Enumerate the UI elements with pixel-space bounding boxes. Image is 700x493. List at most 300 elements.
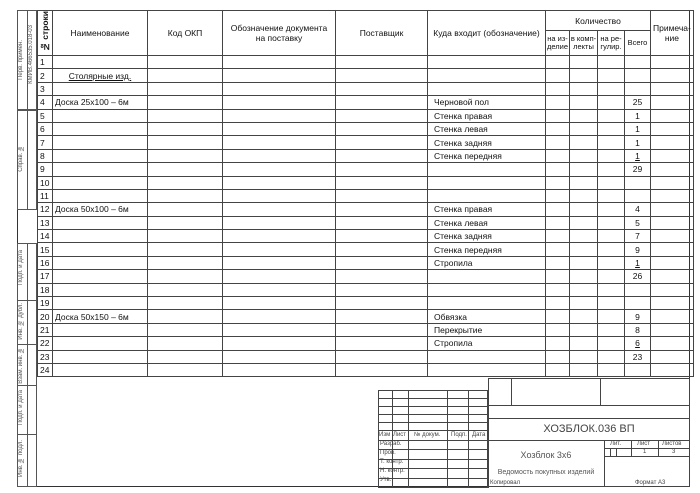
- item-name: [53, 216, 148, 229]
- qty-kits: [570, 297, 598, 310]
- note-cell: [651, 297, 694, 310]
- qty-product: [546, 96, 570, 109]
- qty-product: [546, 350, 570, 363]
- where-used: [428, 176, 546, 189]
- qty-kits: [570, 136, 598, 149]
- okp-cell: [148, 96, 223, 109]
- supplier-cell: [336, 270, 428, 283]
- col-doc: Обозначение документа на поставку: [223, 11, 336, 56]
- supplier-cell: [336, 176, 428, 189]
- tb-cell: [610, 448, 617, 457]
- qty-adjust: [598, 82, 625, 95]
- qty-kits: [570, 283, 598, 296]
- row-number: 10: [38, 176, 53, 189]
- doc-cell: [223, 297, 336, 310]
- qty-total: 23: [625, 350, 651, 363]
- supplier-cell: [336, 69, 428, 82]
- row-number: 12: [38, 203, 53, 216]
- row-number: 18: [38, 283, 53, 296]
- side-label-podp-data: Подп. и дата: [18, 250, 24, 286]
- table-row: [38, 310, 694, 323]
- label-copied: Копировал: [490, 480, 521, 486]
- doc-cell: [223, 216, 336, 229]
- note-cell: [651, 350, 694, 363]
- doc-cell: [223, 350, 336, 363]
- row-number: 20: [38, 310, 53, 323]
- doc-cell: [223, 337, 336, 350]
- doc-cell: [223, 270, 336, 283]
- qty-product: [546, 297, 570, 310]
- supplier-cell: [336, 96, 428, 109]
- row-number: 13: [38, 216, 53, 229]
- doc-cell: [223, 96, 336, 109]
- qty-product: [546, 363, 570, 376]
- qty-adjust: [598, 149, 625, 162]
- side-label-doc-code: КМИВ.466535.018-03: [28, 25, 34, 84]
- table-row: [38, 149, 694, 162]
- revision-cell: [468, 478, 489, 489]
- qty-product: [546, 136, 570, 149]
- supplier-cell: [336, 136, 428, 149]
- supplier-cell: [336, 203, 428, 216]
- item-name: [53, 297, 148, 310]
- note-cell: [651, 136, 694, 149]
- okp-cell: [148, 256, 223, 269]
- doc-cell: [223, 203, 336, 216]
- qty-kits: [570, 149, 598, 162]
- item-name: Доска 50х100 – 6м: [53, 203, 148, 216]
- okp-cell: [148, 230, 223, 243]
- table-row: [38, 283, 694, 296]
- table-row: [38, 323, 694, 336]
- row-number: 22: [38, 337, 53, 350]
- label-utv: Утв.: [380, 477, 392, 483]
- tb-cell: [511, 378, 601, 406]
- note-cell: [651, 256, 694, 269]
- qty-kits: [570, 109, 598, 122]
- okp-cell: [148, 243, 223, 256]
- supplier-cell: [336, 56, 428, 69]
- label-t-kontr: Т. контр.: [380, 459, 404, 465]
- table-row: [38, 96, 694, 109]
- item-name: [53, 256, 148, 269]
- qty-total: [625, 56, 651, 69]
- where-used: [428, 163, 546, 176]
- col-okp: Код ОКП: [148, 11, 223, 56]
- qty-adjust: [598, 270, 625, 283]
- col-qty-total: Всего: [625, 31, 651, 56]
- qty-product: [546, 337, 570, 350]
- supplier-cell: [336, 283, 428, 296]
- qty-product: [546, 323, 570, 336]
- revision-cell: [408, 478, 448, 489]
- supplier-cell: [336, 149, 428, 162]
- table-row: [38, 337, 694, 350]
- col-qty-product: на из-делие: [546, 31, 570, 56]
- doc-cell: [223, 363, 336, 376]
- note-cell: [651, 69, 694, 82]
- qty-kits: [570, 189, 598, 202]
- label-prov: Пров.: [380, 450, 396, 456]
- table-row: [38, 176, 694, 189]
- where-used: Стропила: [428, 337, 546, 350]
- table-row: [38, 297, 694, 310]
- qty-adjust: [598, 256, 625, 269]
- where-used: Стенка задняя: [428, 230, 546, 243]
- note-cell: [651, 149, 694, 162]
- where-used: [428, 270, 546, 283]
- qty-product: [546, 189, 570, 202]
- okp-cell: [148, 350, 223, 363]
- note-cell: [651, 216, 694, 229]
- label-doc-no: № докум.: [414, 432, 441, 438]
- note-cell: [651, 323, 694, 336]
- item-name: [53, 163, 148, 176]
- row-number: 16: [38, 256, 53, 269]
- qty-kits: [570, 56, 598, 69]
- okp-cell: [148, 363, 223, 376]
- row-number: 14: [38, 230, 53, 243]
- qty-adjust: [598, 297, 625, 310]
- note-cell: [651, 203, 694, 216]
- qty-total: 1: [625, 109, 651, 122]
- okp-cell: [148, 323, 223, 336]
- label-lit: Лит.: [610, 441, 622, 447]
- revision-cell: [392, 478, 409, 489]
- col-qty-kits: в комп-лекты: [570, 31, 598, 56]
- row-number: 2: [38, 69, 53, 82]
- okp-cell: [148, 310, 223, 323]
- qty-kits: [570, 256, 598, 269]
- sheet-value: 1: [643, 449, 647, 455]
- qty-total: 1: [625, 256, 651, 269]
- qty-product: [546, 243, 570, 256]
- where-used: Стенка правая: [428, 203, 546, 216]
- table-row: [38, 350, 694, 363]
- label-format: Формат А3: [635, 480, 666, 486]
- supplier-cell: [336, 109, 428, 122]
- item-name: [53, 189, 148, 202]
- qty-kits: [570, 216, 598, 229]
- qty-kits: [570, 310, 598, 323]
- qty-adjust: [598, 163, 625, 176]
- qty-product: [546, 270, 570, 283]
- col-qty: Количество: [546, 11, 651, 31]
- okp-cell: [148, 189, 223, 202]
- qty-total: 8: [625, 323, 651, 336]
- okp-cell: [148, 149, 223, 162]
- table-row: [38, 216, 694, 229]
- side-label-sprav: Справ. №: [18, 145, 24, 172]
- item-name: [53, 109, 148, 122]
- qty-product: [546, 122, 570, 135]
- qty-adjust: [598, 136, 625, 149]
- row-number: 24: [38, 363, 53, 376]
- okp-cell: [148, 109, 223, 122]
- where-used: Обвязка: [428, 310, 546, 323]
- okp-cell: [148, 136, 223, 149]
- where-used: [428, 297, 546, 310]
- qty-adjust: [598, 56, 625, 69]
- document-title: Ведомость покупных изделий: [497, 469, 595, 476]
- okp-cell: [148, 163, 223, 176]
- item-name: [53, 270, 148, 283]
- where-used: Стенка задняя: [428, 136, 546, 149]
- qty-total: 7: [625, 230, 651, 243]
- row-number: 17: [38, 270, 53, 283]
- qty-total: 9: [625, 310, 651, 323]
- qty-adjust: [598, 350, 625, 363]
- qty-kits: [570, 69, 598, 82]
- qty-adjust: [598, 203, 625, 216]
- table-row: [38, 363, 694, 376]
- doc-cell: [223, 109, 336, 122]
- qty-product: [546, 176, 570, 189]
- qty-kits: [570, 203, 598, 216]
- okp-cell: [148, 122, 223, 135]
- qty-adjust: [598, 243, 625, 256]
- where-used: [428, 189, 546, 202]
- qty-total: 1: [625, 149, 651, 162]
- note-cell: [651, 163, 694, 176]
- note-cell: [651, 189, 694, 202]
- doc-cell: [223, 256, 336, 269]
- row-number: 15: [38, 243, 53, 256]
- doc-cell: [223, 310, 336, 323]
- qty-kits: [570, 337, 598, 350]
- qty-total: 1: [625, 122, 651, 135]
- supplier-cell: [336, 363, 428, 376]
- item-name: Доска 50х150 – 6м: [53, 310, 148, 323]
- note-cell: [651, 96, 694, 109]
- qty-total: 9: [625, 243, 651, 256]
- qty-total: 5: [625, 216, 651, 229]
- note-cell: [651, 363, 694, 376]
- supplier-cell: [336, 337, 428, 350]
- table-row: [38, 163, 694, 176]
- label-list: Лист: [393, 432, 407, 438]
- item-name: Доска 25х100 – 6м: [53, 96, 148, 109]
- table-row: [38, 230, 694, 243]
- qty-total: 26: [625, 270, 651, 283]
- note-cell: [651, 270, 694, 283]
- qty-product: [546, 82, 570, 95]
- qty-total: [625, 283, 651, 296]
- qty-total: 6: [625, 337, 651, 350]
- side-label-vzam-inv: Взам. инв. №: [18, 347, 24, 384]
- supplier-cell: [336, 230, 428, 243]
- side-divider: [27, 110, 37, 210]
- okp-cell: [148, 283, 223, 296]
- product-name: Хозблок 3х6: [520, 450, 572, 460]
- table-row: [38, 256, 694, 269]
- side-label-podp-data: Подп. и дата: [18, 390, 24, 426]
- row-number: 3: [38, 82, 53, 95]
- table-row: [38, 243, 694, 256]
- qty-kits: [570, 82, 598, 95]
- supplier-cell: [336, 350, 428, 363]
- note-cell: [651, 310, 694, 323]
- qty-adjust: [598, 69, 625, 82]
- doc-cell: [223, 243, 336, 256]
- row-number: 9: [38, 163, 53, 176]
- okp-cell: [148, 216, 223, 229]
- okp-cell: [148, 270, 223, 283]
- qty-kits: [570, 363, 598, 376]
- item-name: [53, 56, 148, 69]
- qty-kits: [570, 96, 598, 109]
- doc-cell: [223, 230, 336, 243]
- label-razrab: Разраб.: [380, 441, 402, 447]
- where-used: [428, 363, 546, 376]
- qty-total: 1: [625, 136, 651, 149]
- qty-total: [625, 69, 651, 82]
- row-number: 11: [38, 189, 53, 202]
- qty-total: [625, 297, 651, 310]
- row-number: 8: [38, 149, 53, 162]
- qty-product: [546, 203, 570, 216]
- col-row-no: № строки: [38, 11, 53, 56]
- where-used: Стенка левая: [428, 122, 546, 135]
- row-number: 19: [38, 297, 53, 310]
- qty-total: [625, 189, 651, 202]
- note-cell: [651, 243, 694, 256]
- qty-kits: [570, 122, 598, 135]
- purchased-items-table: [37, 10, 694, 377]
- qty-product: [546, 256, 570, 269]
- okp-cell: [148, 176, 223, 189]
- okp-cell: [148, 82, 223, 95]
- row-number: 4: [38, 96, 53, 109]
- note-cell: [651, 283, 694, 296]
- col-supplier: Поставщик: [336, 11, 428, 56]
- supplier-cell: [336, 256, 428, 269]
- doc-cell: [223, 136, 336, 149]
- qty-adjust: [598, 109, 625, 122]
- where-used: Черновой пол: [428, 96, 546, 109]
- label-n-kontr: Н. контр.: [380, 468, 405, 474]
- qty-total: [625, 363, 651, 376]
- doc-cell: [223, 69, 336, 82]
- sheets-value: 3: [672, 449, 676, 455]
- okp-cell: [148, 203, 223, 216]
- table-row: [38, 136, 694, 149]
- qty-total: 29: [625, 163, 651, 176]
- supplier-cell: [336, 122, 428, 135]
- doc-cell: [223, 163, 336, 176]
- side-label-perv-primen: Перв. примен.: [18, 40, 24, 80]
- qty-total: [625, 176, 651, 189]
- doc-cell: [223, 323, 336, 336]
- where-used: [428, 283, 546, 296]
- table-row: [38, 122, 694, 135]
- qty-total: 25: [625, 96, 651, 109]
- qty-adjust: [598, 216, 625, 229]
- qty-kits: [570, 163, 598, 176]
- supplier-cell: [336, 310, 428, 323]
- qty-adjust: [598, 189, 625, 202]
- col-where: Куда входит (обозначение): [428, 11, 546, 56]
- qty-kits: [570, 350, 598, 363]
- label-izm: Изм: [379, 432, 391, 438]
- table-row: [38, 109, 694, 122]
- side-label-inv-dubl: Инв. № дубл.: [18, 303, 24, 340]
- qty-kits: [570, 323, 598, 336]
- qty-kits: [570, 230, 598, 243]
- row-number: 21: [38, 323, 53, 336]
- qty-adjust: [598, 283, 625, 296]
- row-number: 7: [38, 136, 53, 149]
- where-used: [428, 350, 546, 363]
- note-cell: [651, 230, 694, 243]
- doc-cell: [223, 189, 336, 202]
- tb-cell: [488, 378, 512, 406]
- okp-cell: [148, 297, 223, 310]
- label-sheet: Лист: [637, 441, 651, 447]
- label-date: Дата: [472, 432, 486, 438]
- item-name: [53, 230, 148, 243]
- supplier-cell: [336, 297, 428, 310]
- table-row: [38, 69, 694, 82]
- note-cell: [651, 176, 694, 189]
- label-sign: Подп.: [451, 432, 467, 438]
- where-used: Стропила: [428, 256, 546, 269]
- qty-product: [546, 56, 570, 69]
- where-used: [428, 69, 546, 82]
- designation: ХОЗБЛОК.036 ВП: [543, 423, 635, 435]
- table-row: [38, 82, 694, 95]
- doc-cell: [223, 82, 336, 95]
- row-number: 1: [38, 56, 53, 69]
- note-cell: [651, 122, 694, 135]
- qty-product: [546, 109, 570, 122]
- doc-cell: [223, 122, 336, 135]
- side-divider: [27, 243, 37, 487]
- qty-product: [546, 310, 570, 323]
- row-number: 5: [38, 109, 53, 122]
- row-number: 23: [38, 350, 53, 363]
- doc-cell: [223, 149, 336, 162]
- qty-adjust: [598, 337, 625, 350]
- qty-product: [546, 149, 570, 162]
- col-name: Наименование: [53, 11, 148, 56]
- qty-total: 4: [625, 203, 651, 216]
- item-name: [53, 283, 148, 296]
- okp-cell: [148, 56, 223, 69]
- item-name: [53, 243, 148, 256]
- qty-adjust: [598, 96, 625, 109]
- item-name: [53, 136, 148, 149]
- qty-product: [546, 69, 570, 82]
- supplier-cell: [336, 216, 428, 229]
- item-name: [53, 323, 148, 336]
- qty-product: [546, 216, 570, 229]
- supplier-cell: [336, 163, 428, 176]
- where-used: Стенка передняя: [428, 243, 546, 256]
- where-used: Стенка правая: [428, 109, 546, 122]
- supplier-cell: [336, 243, 428, 256]
- table-row: [38, 189, 694, 202]
- row-number: 6: [38, 122, 53, 135]
- doc-cell: [223, 176, 336, 189]
- qty-product: [546, 163, 570, 176]
- tb-cell: [488, 405, 690, 419]
- where-used: [428, 82, 546, 95]
- qty-adjust: [598, 230, 625, 243]
- qty-total: [625, 82, 651, 95]
- qty-adjust: [598, 176, 625, 189]
- label-sheets: Листов: [662, 441, 682, 447]
